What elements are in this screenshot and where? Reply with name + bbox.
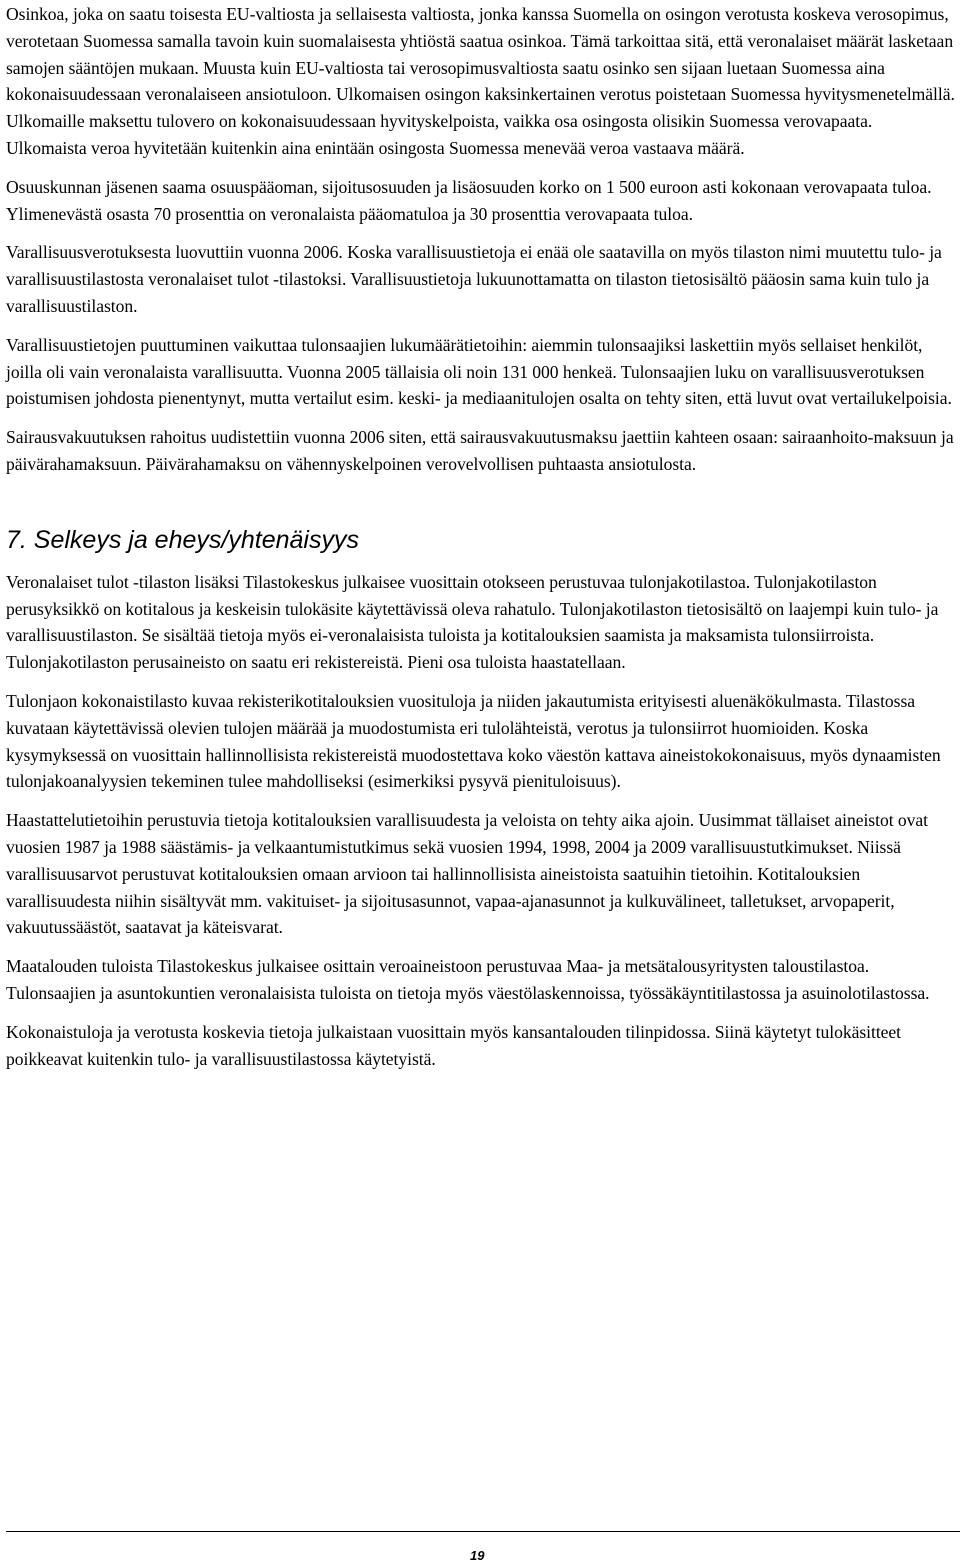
paragraph-wealth-data-impact: Varallisuustietojen puuttuminen vaikuttaa tulonsaajien lukumäärätietoihin: aiemmin tulonsaajiksi laskettiin myös sellaiset henkilöt, joilla oli vain veronalaista varallisuutta. Vuonna 2005 tällaisia oli noin 131 000 henkeä. Tulonsaajien luku on varallisuusverotuksen poistumisen johdosta pienentynyt, mutta vertailut esim. keski- ja mediaanitulojen osalta on tehty siten, että luvut ovat vertailukelpoisia. [6, 334, 952, 409]
document-page [6, 0, 956, 1084]
paragraph-foreign-dividends: Osinkoa, joka on saatu toisesta EU-valtiosta ja sellaisesta valtiosta, jonka kanssa Suomella on osingon verotusta koskeva verosopimus, verotetaan Suomessa samalla tavoin kuin suomalaisesta yhtiöstä saatua osinkoa. Tämä tarkoittaa sitä, että veronalaiset määrät lasketaan samojen sääntöjen mukaan. Muusta kuin EU-valtiosta tai verosopimusvaltiosta saatu osinko sen sijaan luetaan Suomessa aina kokonaisuudessaan veronalaiseen ansiotuloon. Ulkomaisen osingon kaksinkertainen verotus poistetaan Suomessa hyvitysmenetelmällä. Ulkomaille maksettu tulovero on kokonaisuudessaan hyvityskelpoista, vaikka osa osingosta olisikin Suomessa verovapaata. Ulkomaista veroa hyvitetään kuitenkin aina enintään osingosta Suomessa menevää veroa vastaava määrä. [6, 4, 955, 158]
paragraph-national-accounts: Kokonaistuloja ja verotusta koskevia tietoja julkaistaan vuosittain myös kansantalouden tilinpidossa. Siinä käytetyt tulokäsitteet poikkeavat kuitenkin tulo- ja varallisuustilastossa käytetyistä. [6, 1021, 902, 1069]
paragraph-total-income-distribution: Tulonjaon kokonaistilasto kuvaa rekisterikotitalouksien vuosituloja ja niiden jakautumista erityisesti aluenäkökulmasta. Tilastossa kuvataan käytettävissä olevien tulojen määrää ja muodostumista eri tulolähteistä, verotus ja tulonsiirrot huomioiden. Koska kysymyksessä on vuosittain hallinnollisista rekistereistä muodostettava koko väestön kattava aineistokokonaisuus, myös dynaamisten tulonjakoanalyysien tekeminen tulee mahdolliseksi (esimerkiksi pysyvä pienituloisuus). [6, 690, 941, 792]
paragraph-agricultural-income: Maatalouden tuloista Tilastokeskus julkaisee osittain veroaineistoon perustuvaa Maa- ja metsätalousyritysten taloustilastoa. Tulonsaajien ja asuntokuntien veronalaisista tuloista on tietoja myös väestölaskennoissa, työssäkäyntitilastossa ja asuinolotilastossa. [6, 956, 930, 1003]
section-heading: 7. Selkeys ja eheys/yhtenäisyys [6, 525, 359, 554]
paragraph-income-distribution-statistics: Veronalaiset tulot -tilaston lisäksi Tilastokeskus julkaisee vuosittain otokseen perustuvaa tulonjakotilastoa. Tulonjakotilaston perusyksikkö on kotitalous ja keskeisin tulokäsite käytettävissä oleva rahatulo. Tulonjakotilaston tietosisältö on laajempi kuin tulo- ja varallisuustilaston. Se sisältää tietoja myös ei-veronalaisista tuloista ja kotitalouksien saamista ja maksamista tulonsiirroista. Tulonjakotilaston perusaineisto on saatu eri rekistereistä. Pieni osa tuloista haastatellaan. [6, 571, 939, 673]
paragraph-household-wealth-surveys: Haastattelutietoihin perustuvia tietoja kotitalouksien varallisuudesta ja veloista on tehty aika ajoin. Uusimmat tällaiset aineistot ovat vuosien 1987 ja 1988 säästämis- ja velkaantumistutkimus sekä vuosien 1994, 1998, 2004 ja 2009 varallisuustutkimukset. Niissä varallisuusarvot perustuvat kotitalouksien omaan arvioon tai hallinnollisista aineistoista saatuihin tietoihin. Kotitalouksien varallisuudesta niihin sisältyvät mm. vakituiset- ja sijoitusasunnot, vapaa-ajanasunnot ja kulkuvälineet, talletukset, arvopaperit, vakuutussäästöt, saatavat ja käteisvarat. [6, 810, 928, 938]
paragraph-wealth-tax-abolished: Varallisuusverotuksesta luovuttiin vuonna 2006. Koska varallisuustietoja ei enää ole saatavilla on myös tilaston nimi muutettu tulo- ja varallisuustilastosta veronalaiset tulot -tilastoksi. Varallisuustietoja lukuunottamatta on tilaston tietosisältö pääosin sama kuin tulo ja varallisuustilaston. [6, 242, 942, 316]
paragraph-sickness-insurance: Sairausvakuutuksen rahoitus uudistettiin vuonna 2006 siten, että sairausvakuutusmaksu jaettiin kahteen osaan: sairaanhoito-maksuun ja päivärahamaksuun. Päivärahamaksu on vähennyskelpoinen verovelvollisen puhtaasta ansiotulosta. [6, 427, 954, 474]
paragraph-cooperative-interest: Osuuskunnan jäsenen saama osuuspääoman, sijoitusosuuden ja lisäosuuden korko on 1 500 euroon asti kokonaan verovapaata tuloa. Ylimenevästä osasta 70 prosenttia on veronalaista pääomatuloa ja 30 prosenttia verovapaata tuloa. [6, 176, 932, 224]
page-number: 19 [470, 1548, 485, 1563]
footer-divider [6, 1531, 960, 1532]
